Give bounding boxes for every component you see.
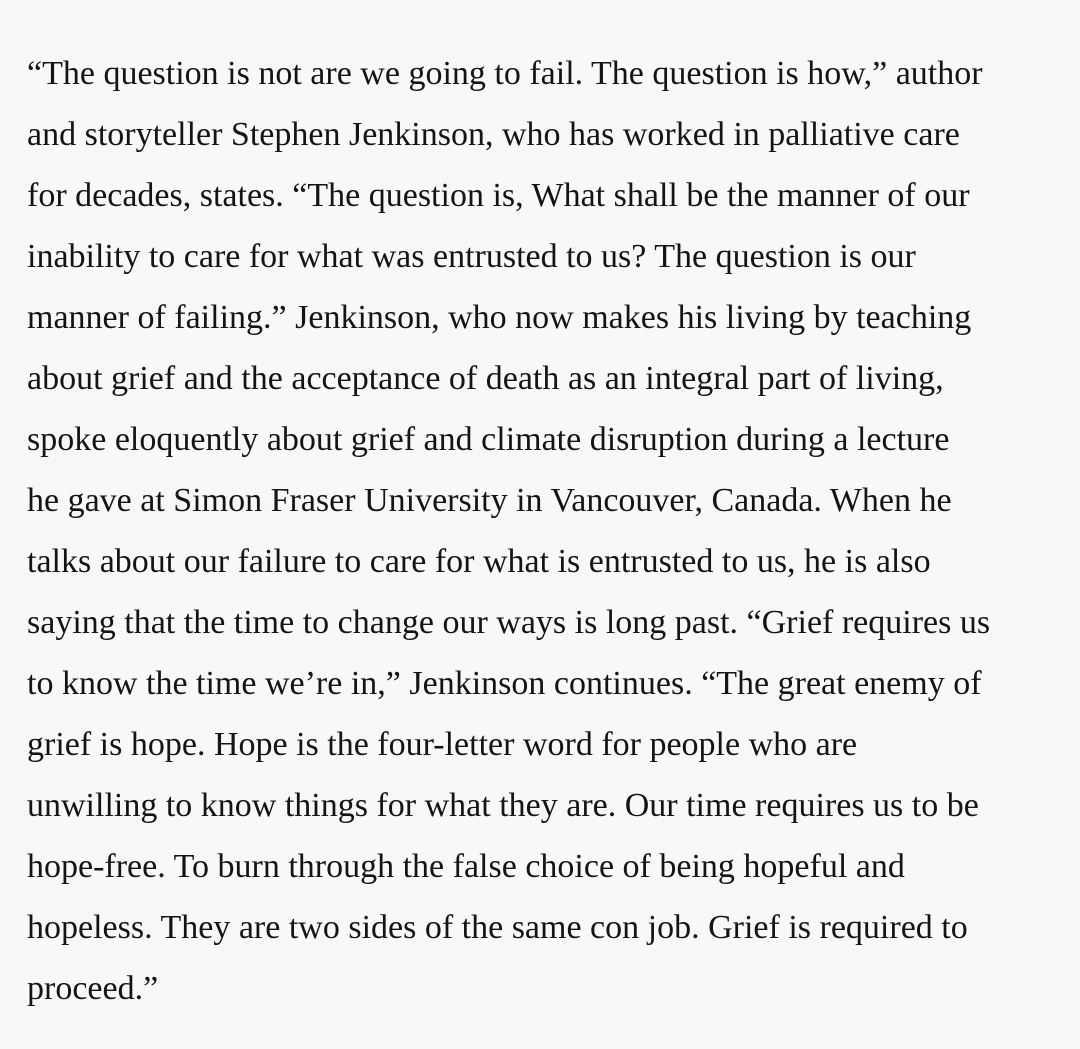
paragraph-line: talks about our failure to care for what is entrusted to us, he is also — [27, 543, 931, 580]
paragraph-line: spoke eloquently about grief and climate disruption during a lecture — [27, 421, 950, 458]
paragraph-line: unwilling to know things for what they are. Our time requires us to be — [27, 787, 979, 824]
paragraph-line: grief is hope. Hope is the four-letter word for people who are — [27, 726, 858, 763]
quote-paragraph — [27, 43, 1057, 1019]
paragraph-line: inability to care for what was entrusted to us? The question is our — [27, 238, 916, 275]
paragraph-line: hope-free. To burn through the false choice of being hopeful and — [27, 848, 905, 885]
paragraph-line: and storyteller Stephen Jenkinson, who has worked in palliative care — [27, 116, 960, 153]
paragraph-line: to know the time we’re in,” Jenkinson continues. “The great enemy of — [27, 665, 982, 702]
paragraph-line: for decades, states. “The question is, What shall be the manner of our — [27, 177, 970, 214]
paragraph-line: hopeless. They are two sides of the same con job. Grief is required to — [27, 909, 968, 946]
paragraph-line: “The question is not are we going to fail. The question is how,” author — [27, 55, 983, 92]
paragraph-line: proceed.” — [27, 970, 159, 1007]
paragraph-line: saying that the time to change our ways is long past. “Grief requires us — [27, 604, 991, 641]
paragraph-line: he gave at Simon Fraser University in Vancouver, Canada. When he — [27, 482, 952, 519]
paragraph-line: manner of failing.” Jenkinson, who now makes his living by teaching — [27, 299, 972, 336]
paragraph-line: about grief and the acceptance of death as an integral part of living, — [27, 360, 944, 397]
